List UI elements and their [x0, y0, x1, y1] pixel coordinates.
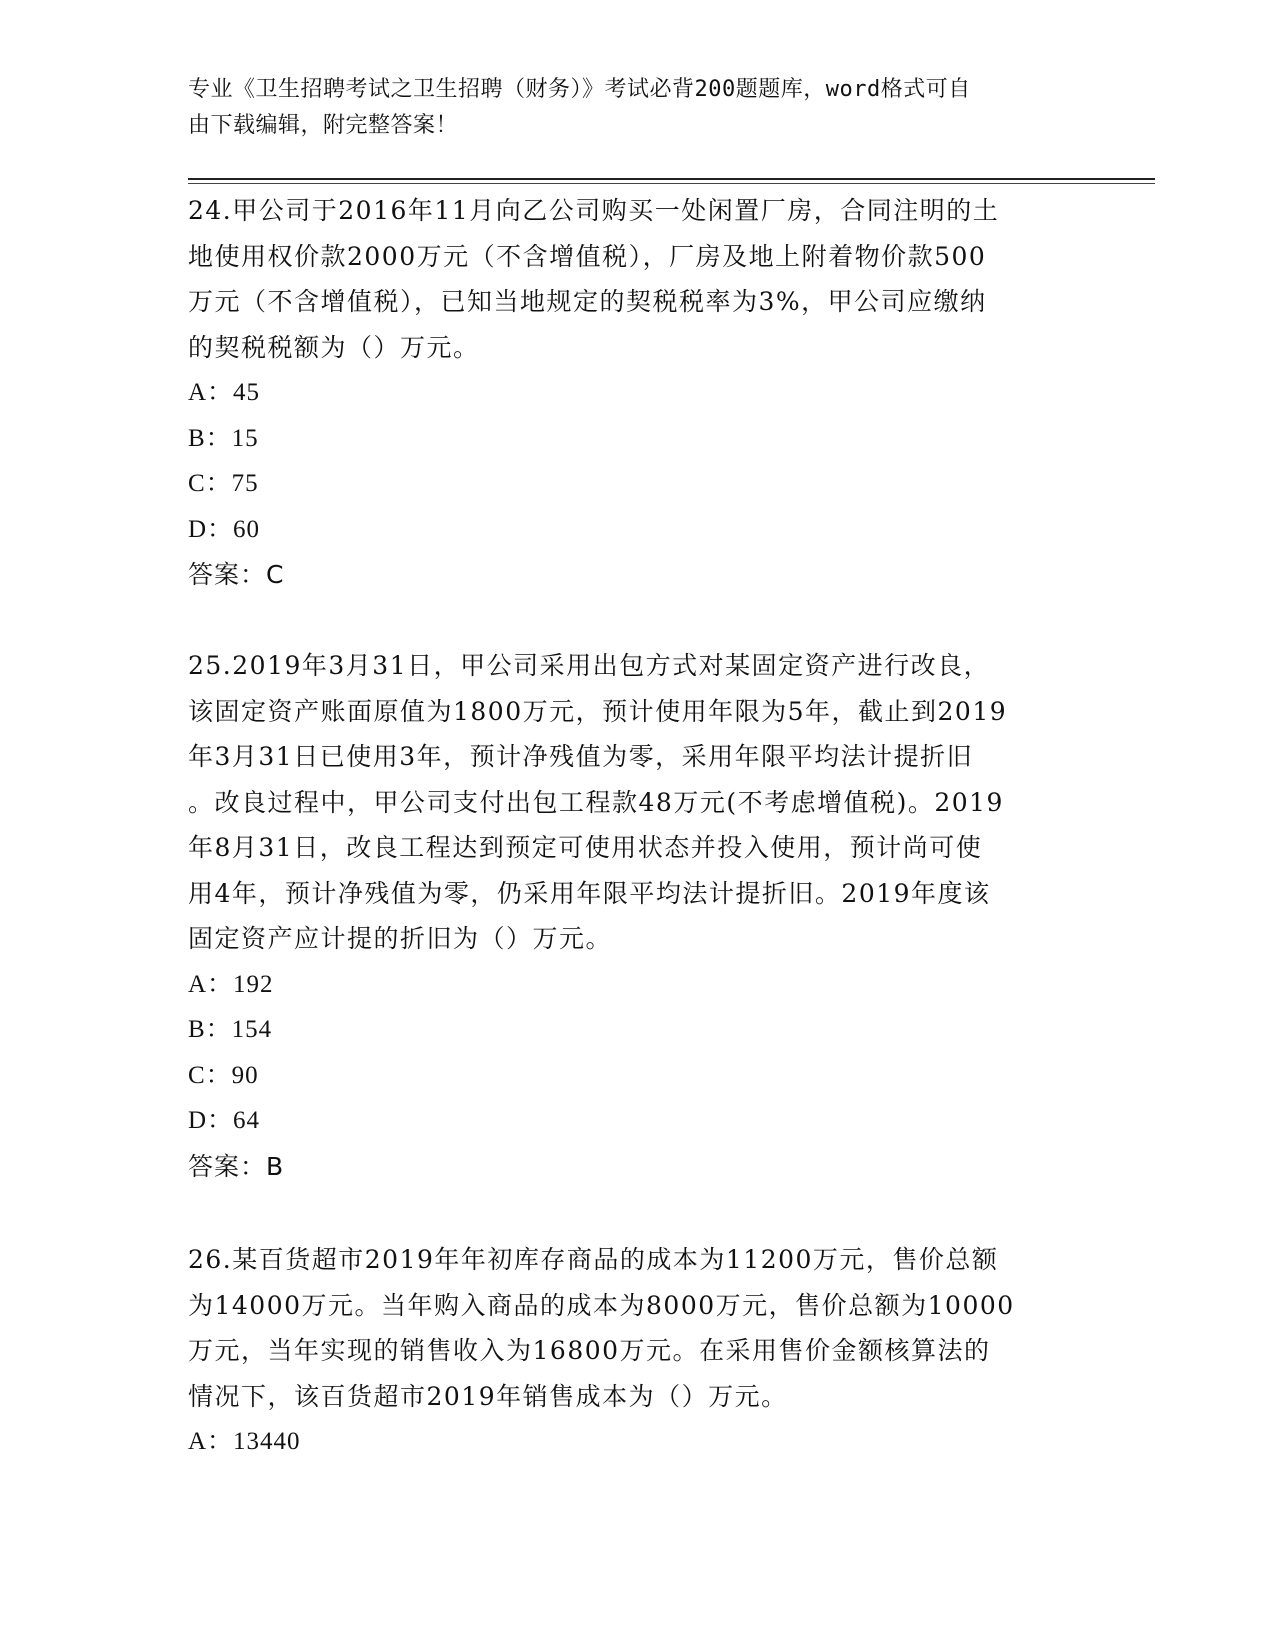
- question-stem-line: 万元（不含增值税），已知当地规定的契税税率为3%，甲公司应缴纳: [188, 287, 987, 316]
- question-stem-line: 25.2019年3月31日，甲公司采用出包方式对某固定资产进行改良，: [188, 651, 991, 680]
- option-d: D：60: [188, 515, 261, 543]
- option-c: C：90: [188, 1061, 259, 1089]
- document-header: [188, 72, 1068, 144]
- header-title-line-2: 由下载编辑，附完整答案！: [188, 113, 459, 138]
- question-25: [188, 643, 1088, 1189]
- question-stem-line: 26.某百货超市2019年年初库存商品的成本为11200万元，售价总额: [188, 1245, 999, 1274]
- question-26: [188, 1237, 1088, 1465]
- question-stem-line: 地使用权价款2000万元（不含增值税），厂房及地上附着物价款500: [188, 241, 987, 271]
- option-b: B：15: [188, 424, 259, 452]
- question-stem-line: 。改良过程中，甲公司支付出包工程款48万元(不考虑增值税)。2019: [188, 787, 1004, 817]
- question-stem-line: 24.甲公司于2016年11月向乙公司购买一处闲置厂房，合同注明的土: [188, 196, 1000, 225]
- option-d: D：64: [188, 1107, 261, 1134]
- header-divider-thin: [188, 183, 1155, 184]
- question-stem-line: 年8月31日，改良工程达到预定可使用状态并投入使用，预计尚可使: [188, 833, 983, 862]
- answer-line: 答案：C: [188, 560, 285, 589]
- question-stem-line: 情况下，该百货超市2019年销售成本为（）万元。: [188, 1381, 788, 1411]
- question-24: [188, 188, 1088, 598]
- option-a: A：45: [188, 379, 261, 406]
- question-stem-line: 年3月31日已使用3年，预计净残值为零，采用年限平均法计提折旧: [188, 742, 974, 771]
- option-a: A：192: [188, 970, 274, 998]
- question-stem-line: 该固定资产账面原值为1800万元，预计使用年限为5年，截止到2019: [188, 696, 1008, 726]
- question-stem-line: 的契税税额为（）万元。: [188, 332, 480, 362]
- answer-line: 答案：B: [188, 1151, 285, 1181]
- option-b: B：154: [188, 1016, 273, 1043]
- header-divider-thick: [188, 178, 1155, 180]
- question-stem-line: 用4年，预计净残值为零，仍采用年限平均法计提折旧。2019年度该: [188, 878, 991, 908]
- header-title-line-1: 专业《卫生招聘考试之卫生招聘（财务）》考试必背200题题库，word格式可自: [188, 77, 971, 102]
- question-stem-line: 为14000万元。当年购入商品的成本为8000万元，售价总额为10000: [188, 1290, 1015, 1320]
- question-stem-line: 固定资产应计提的折旧为（）万元。: [188, 924, 613, 953]
- option-c: C：75: [188, 470, 259, 497]
- question-stem-line: 万元，当年实现的销售收入为16800万元。在采用售价金额核算法的: [188, 1336, 991, 1365]
- option-a: A：13440: [188, 1428, 301, 1455]
